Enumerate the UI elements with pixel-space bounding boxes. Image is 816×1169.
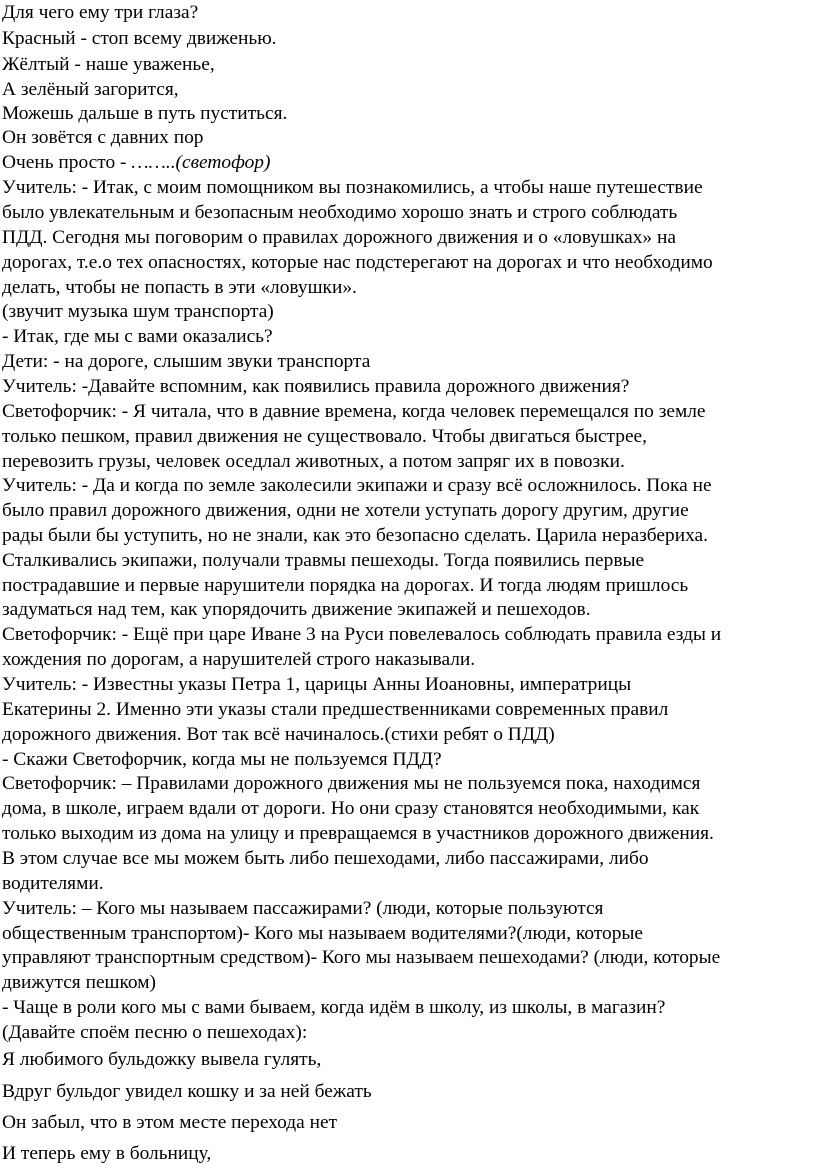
text-line: В этом случае все мы можем быть либо пешеходами, либо пассажирами, либо (2, 848, 649, 869)
text-line: - Скажи Светофорчик, когда мы не пользуемся ПДД? (2, 749, 442, 770)
text-line: (Давайте споём песню о пешеходах): (2, 1022, 308, 1043)
text-line: управляют транспортным средством)- Кого мы называем пешеходами? (люди, которые (2, 947, 721, 968)
text-line: Учитель: – Кого мы называем пассажирами? (люди, которые пользуются (2, 898, 604, 919)
text-line: ПДД. Сегодня мы поговорим о правилах дорожного движения и о «ловушках» на (2, 227, 676, 248)
text-line: А зелёный загорится, (2, 79, 179, 100)
text-line: Светофорчик: – Правилами дорожного движения мы не пользуемся пока, находимся (2, 773, 701, 794)
riddle-answer-line (2, 151, 270, 175)
text-line: только выходим из дома на улицу и превращаемся в участников дорожного движения. (2, 823, 714, 844)
text-line: общественным транспортом)- Кого мы называем водителями?(люди, которые (2, 923, 644, 944)
text-line: Я любимого бульдожку вывела гулять, (2, 1049, 322, 1070)
text-line: задуматься над тем, как упорядочить движение экипажей и пешеходов. (2, 599, 591, 620)
text-line: Светофорчик: - Ещё при царе Иване 3 на Руси повелевалось соблюдать правила езды и (2, 624, 722, 645)
text-line: водителями. (2, 873, 104, 894)
text-line: Вдруг бульдог увидел кошку и за ней бежать (2, 1081, 372, 1102)
text-line: Жёлтый - наше уваженье, (2, 54, 215, 75)
text-line: Сталкивались экипажи, получали травмы пешеходы. Тогда появились первые (2, 550, 645, 571)
text-line: пострадавшие и первые нарушители порядка на дорогах. И тогда людям пришлось (2, 575, 689, 596)
text-line: перевозить грузы, человек оседлал животных, а потом запряг их в повозки. (2, 451, 625, 472)
text-line: Екатерины 2. Именно эти указы стали предшественниками современных правил (2, 699, 669, 720)
text-line: Он зовётся с давних пор (2, 127, 204, 148)
text-line: рады были бы уступить, но не знали, как это безопасно сделать. Царила неразбериха. (2, 525, 708, 546)
text-line: Для чего ему три глаза? (2, 2, 199, 23)
text-line: только пешком, правил движения не существовало. Чтобы двигаться быстрее, (2, 426, 648, 447)
riddle-answer: ……..(светофор) (131, 152, 271, 173)
text-line: Учитель: - Известны указы Петра 1, царицы Анны Иоановны, императрицы (2, 674, 632, 695)
text-line: Учитель: - Итак, с моим помощником вы познакомились, а чтобы наше путешествие (2, 177, 703, 198)
text-line: Он забыл, что в этом месте перехода нет (2, 1112, 338, 1133)
text-line: - Итак, где мы с вами оказались? (2, 326, 273, 347)
text-line: Красный - стоп всему движенью. (2, 28, 277, 49)
text-line: Светофорчик: - Я читала, что в давние времена, когда человек перемещался по земле (2, 401, 706, 422)
text-line: хождения по дорогам, а нарушителей строго наказывали. (2, 649, 476, 670)
text-line: делать, чтобы не попасть в эти «ловушки». (2, 277, 357, 298)
text-line: было правил дорожного движения, одни не хотели уступать дорогу другим, другие (2, 500, 689, 521)
riddle-lead-text: Очень просто - (2, 152, 132, 173)
text-line: дорожного движения. Вот так всё начиналось.(стихи ребят о ПДД) (2, 724, 555, 745)
text-line: движутся пешком) (2, 972, 156, 993)
text-line: было увлекательным и безопасным необходимо хорошо знать и строго соблюдать (2, 202, 678, 223)
text-line: Учитель: -Давайте вспомним, как появились правила дорожного движения? (2, 376, 630, 397)
text-line: Учитель: - Да и когда по земле заколесили экипажи и сразу всё осложнилось. Пока не (2, 475, 712, 496)
text-line: (звучит музыка шум транспорта) (2, 301, 274, 322)
text-line: дома, в школе, играем вдали от дороги. Но они сразу становятся необходимыми, как (2, 798, 700, 819)
text-line: Можешь дальше в путь пуститься. (2, 103, 288, 124)
text-line: - Чаще в роли кого мы с вами бываем, когда идём в школу, из школы, в магазин? (2, 997, 666, 1018)
text-line: Дети: - на дороге, слышим звуки транспорта (2, 351, 371, 372)
text-line: И теперь ему в больницу, (2, 1143, 212, 1164)
text-line: дорогах, т.е.о тех опасностях, которые нас подстерегают на дорогах и что необходимо (2, 252, 713, 273)
